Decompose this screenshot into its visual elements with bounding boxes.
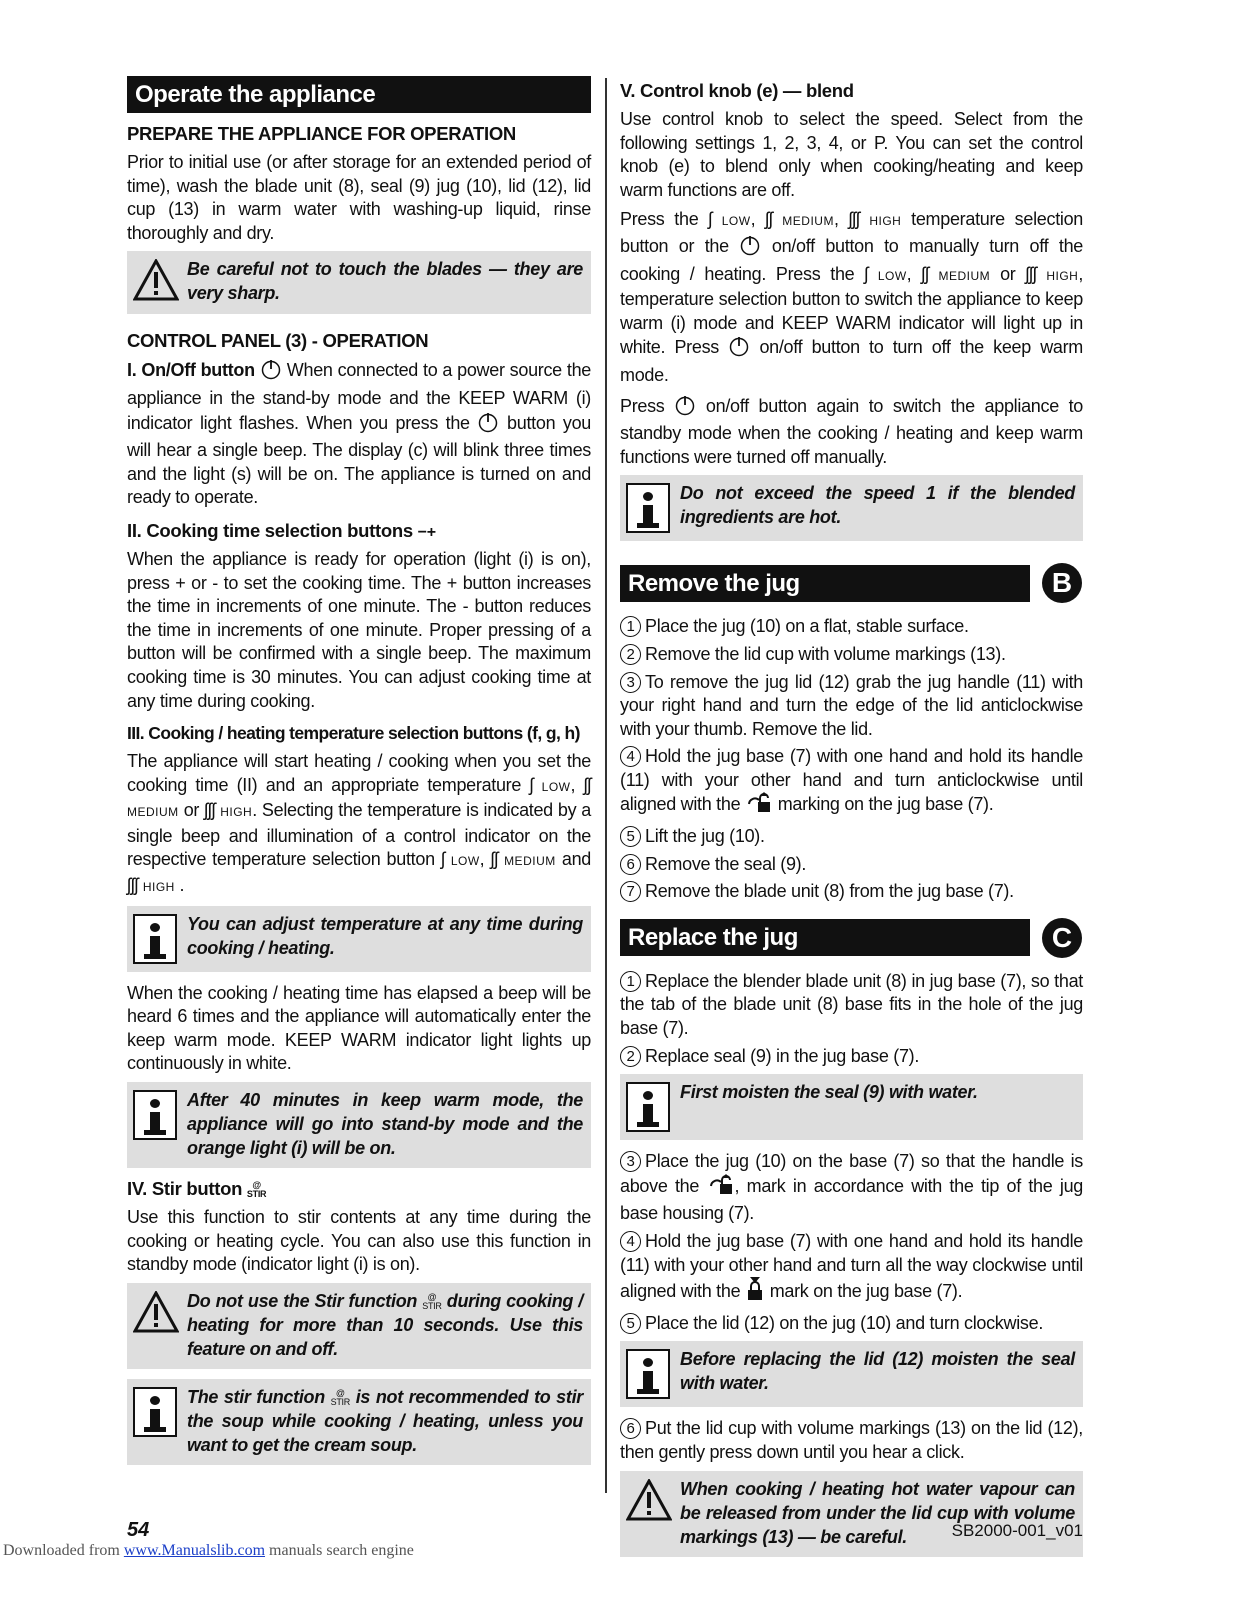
low-temp-icon: ʃ LOW	[529, 774, 571, 795]
warning-triangle-icon	[626, 1479, 680, 1526]
temp-paragraph: The appliance will start heating / cooking when you set the cooking time (II) and an appropriate temperature ʃ LOW, ʃʃ MEDIUM or ʃʃʃ HIGH. Selecting the temperature is indicated by a single beep and illumination of a control indicator on the respective temperature selection button ʃ LOW, ʃʃ MEDIUM and ʃʃʃ HIGH .	[127, 751, 592, 896]
high-temp-icon: ʃʃʃ HIGH	[848, 209, 902, 230]
remove-steps	[620, 615, 1083, 904]
temp-text-1: The appliance will start heating / cooking when you set the cooking time (II) and an appropriate temperature	[127, 751, 591, 795]
list-item: 1 Replace the blender blade unit (8) in jug base (7), so that the tab of the blade unit (8) base fits in the hole of the jug base (7).	[620, 970, 1083, 1039]
section-title-replace: Replace the jug	[620, 919, 1030, 956]
replace-header	[620, 918, 1083, 958]
list-item: 2 Remove the lid cup with volume markings (13).	[620, 643, 1083, 667]
low-temp-icon: ʃ LOW	[864, 263, 907, 284]
power-icon	[674, 394, 696, 423]
unlock-icon	[707, 1174, 735, 1203]
list-item: 6 Put the lid cup with volume markings (13) on the lid (12), then gently press down until you hear a click.	[620, 1418, 1083, 1462]
knob-heading: V. Control knob (e) — blend	[620, 80, 854, 101]
info-box-speed	[620, 475, 1083, 541]
power-icon	[477, 411, 499, 440]
lock-icon	[745, 1277, 765, 1308]
low-temp-icon: ʃ LOW	[440, 849, 480, 870]
stir-text: Use this function to stir contents at any time during the cooking or heating cycle. You can also use this function in standby mode (indicator light (i) is on).	[127, 1207, 591, 1275]
list-item: 4 Hold the jug base (7) with one hand and hold its handle (11) with your other hand and turn anticlockwise until aligned with the marking on the jug base (7).	[620, 745, 1083, 821]
onoff-heading: I. On/Off button	[127, 360, 255, 381]
info-text-speed: Do not exceed the speed 1 if the blended ingredients are hot.	[680, 483, 1075, 528]
knob-text: Use control knob to select the speed. Select from the following settings 1, 2, 3, 4, or P. You can set the control knob (e) to blend only when cooking/heating and keep warm functions are off.	[620, 109, 1083, 200]
warning-box-vapour	[620, 1471, 1083, 1557]
power-icon	[728, 335, 750, 364]
power-icon	[739, 234, 761, 263]
info-icon	[133, 914, 177, 964]
download-banner: Downloaded from www.Manualslib.com manuals search engine	[3, 1542, 414, 1559]
prepare-text: Prior to initial use (or after storage for an extended period of time), wash the blade unit (8), seal (9) jug (10), lid (12), lid cup (13) in warm water with washing-up liquid, rinse thoroughly and dry.	[127, 152, 591, 243]
info-text-lid: Before replacing the lid (12) moisten the seal with water.	[680, 1349, 1075, 1394]
medium-temp-icon: ʃʃ MEDIUM	[490, 849, 556, 870]
power-icon	[260, 358, 282, 387]
list-item: 5 Place the lid (12) on the jug (10) and turn clockwise.	[620, 1312, 1083, 1336]
temp-text-2: . Selecting the temperature is indicated by a single beep and illumination of a control indicator on the respective temperature selection button	[127, 800, 592, 870]
info-box-soup	[127, 1379, 591, 1465]
manualslib-link[interactable]: www.Manualslib.com	[123, 1542, 266, 1559]
onoff-text-1: When connected to a power source the appliance in the stand-by mode and the KEEP WARM (i) indicator light flashes. When you press the	[127, 360, 592, 433]
cooktime-text: When the appliance is ready for operation (light (i) is on), press + or - to set the cooking time. The + button increases the time in increments of one minute. The - button reduces the time in increments of one minute. Proper pressing of a button will be confirmed with a single beep. The maximum cooking time is 30 minutes. You can adjust cooking time at any time during cooking.	[127, 548, 591, 711]
info-text-moisten: First moisten the seal (9) with water.	[680, 1082, 978, 1103]
warning-text-vapour: When cooking / heating hot water vapour can be released from under the lid cup with volume markings (13) — be careful.	[680, 1478, 1075, 1547]
warning-text-stir: Do not use the Stir function @ STIR during cooking / heating for more than 10 seconds. Use this feature on and off.	[187, 1290, 583, 1359]
unlock-icon	[745, 792, 773, 821]
press-paragraph-2: Press on/off button again to switch the appliance to standby mode when the cooking / heating and keep warm functions were turned off manually.	[620, 395, 1084, 467]
replace-steps	[620, 970, 1083, 1557]
prepare-heading: PREPARE THE APPLIANCE FOR OPERATION	[127, 123, 516, 144]
info-text-adjust: You can adjust temperature at any time during cooking / heating.	[187, 913, 583, 958]
onoff-text-2: button you will hear a single beep. The display (c) will blink three times and the light (s) will be on. The appliance is turned on and ready to operate.	[127, 412, 592, 508]
low-temp-icon: ʃ LOW	[708, 209, 751, 230]
warning-triangle-icon	[133, 1291, 187, 1338]
info-box-lid	[620, 1341, 1083, 1407]
remove-header	[620, 563, 1083, 603]
section-title-remove: Remove the jug	[620, 565, 1030, 602]
stir-icon: @ STIR	[246, 1180, 267, 1200]
column-divider	[605, 78, 607, 1493]
warning-box-blades	[127, 251, 591, 314]
figure-badge-b: B	[1042, 563, 1082, 603]
figure-badge-c: C	[1042, 918, 1082, 958]
list-item: 4 Hold the jug base (7) with one hand and hold its handle (11) with your other hand and turn all the way clockwise until aligned with the mark on the jug base (7).	[620, 1230, 1083, 1308]
stir-heading: IV. Stir button	[127, 1178, 243, 1200]
temp-heading: III. Cooking / heating temperature selection buttons (f, g, h)	[127, 723, 580, 744]
plus-minus-icon: −+	[417, 523, 436, 541]
medium-temp-icon: ʃʃ MEDIUM	[921, 263, 991, 284]
page-number: 54	[127, 1519, 150, 1541]
list-item: 1 Place the jug (10) on a flat, stable surface.	[620, 615, 1083, 639]
stir-icon: @ STIR	[330, 1387, 350, 1407]
info-icon	[626, 1349, 670, 1399]
list-item: 7 Remove the blade unit (8) from the jug base (7).	[620, 880, 1083, 904]
high-temp-icon: ʃʃʃ HIGH	[204, 800, 253, 821]
cooktime-heading: II. Cooking time selection buttons	[127, 519, 413, 541]
medium-temp-icon: ʃʃ MEDIUM	[765, 209, 834, 230]
left-column	[127, 76, 591, 1475]
info-icon	[626, 1082, 670, 1132]
high-temp-icon: ʃʃʃ HIGH	[1025, 263, 1079, 284]
elapsed-text: When the cooking / heating time has elapsed a beep will be heard 6 times and the appliance will automatically enter the keep warm mode. KEEP WARM indicator light lights up continuously in white.	[127, 982, 591, 1074]
list-item: 6 Remove the seal (9).	[620, 853, 1083, 877]
warning-text-blades: Be careful not to touch the blades — they are very sharp.	[187, 259, 583, 304]
document-code: SB2000-001_v01	[951, 1521, 1083, 1540]
press-paragraph-1: Press the ʃ LOW, ʃʃ MEDIUM, ʃʃʃ HIGH temperature selection button or the on/off button to manually turn off the cooking / heating. Press the ʃ LOW, ʃʃ MEDIUM or ʃʃʃ HIGH, temperature selection button to switch the appliance to keep warm (i) mode and KEEP WARM indicator will light up in white. Press on/off button to turn off the keep warm mode.	[620, 209, 1084, 385]
warning-triangle-icon	[133, 259, 187, 306]
list-item: 5 Lift the jug (10).	[620, 825, 1083, 849]
stir-icon: @ STIR	[422, 1291, 442, 1311]
right-column	[620, 76, 1083, 1567]
info-text-soup: The stir function @ STIR is not recommended to stir the soup while cooking / heating, unless you want to get the cream soup.	[187, 1386, 583, 1455]
list-item: 3 Place the jug (10) on the base (7) so that the handle is above the , mark in accordance with the tip of the jug base housing (7).	[620, 1151, 1084, 1224]
info-icon	[626, 483, 670, 533]
info-icon	[133, 1090, 177, 1140]
cooktime-heading-row	[127, 520, 591, 542]
info-text-40min: After 40 minutes in keep warm mode, the appliance will go into stand-by mode and the orange light (i) will be on.	[187, 1090, 583, 1159]
info-box-adjust	[127, 906, 591, 972]
info-box-40min	[127, 1082, 591, 1168]
control-panel-heading: CONTROL PANEL (3) - OPERATION	[127, 330, 429, 352]
stir-heading-row	[127, 1178, 591, 1200]
list-item: 2 Replace seal (9) in the jug base (7).	[620, 1045, 1083, 1069]
warning-box-stir	[127, 1283, 591, 1369]
high-temp-icon: ʃʃʃ HIGH	[127, 875, 175, 896]
info-box-moisten	[620, 1074, 1083, 1140]
section-title-operate: Operate the appliance	[127, 76, 591, 113]
list-item: 3 To remove the jug lid (12) grab the jug handle (11) with your right hand and turn the edge of the lid anticlockwise with your thumb. Remove the lid.	[620, 671, 1083, 739]
onoff-paragraph	[127, 358, 591, 510]
medium-temp-icon: ʃʃ MEDIUM	[127, 774, 592, 820]
info-icon	[133, 1387, 177, 1437]
